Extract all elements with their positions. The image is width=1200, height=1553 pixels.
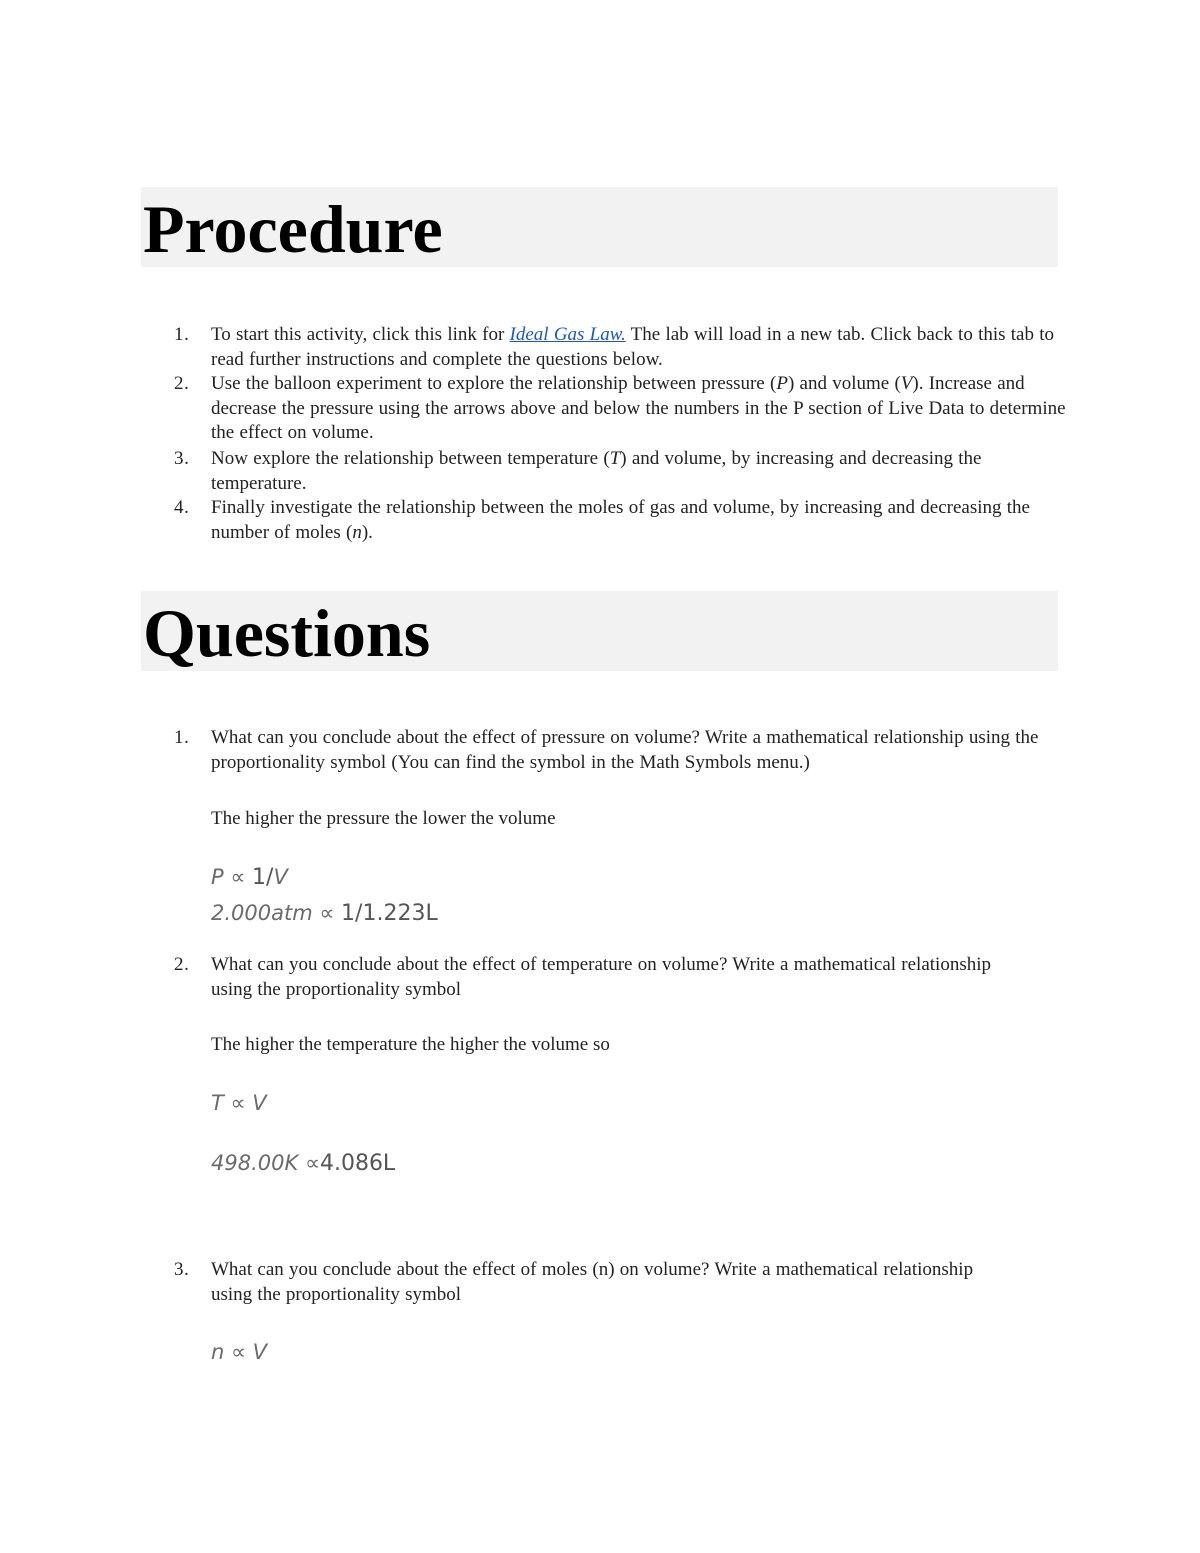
math-expression — [211, 864, 288, 891]
questions-heading-bar — [141, 591, 1058, 671]
step-text — [211, 447, 1071, 496]
step-text — [211, 323, 1071, 372]
proportional-symbol: ∝ — [223, 865, 253, 889]
variable-v: V — [900, 373, 913, 394]
step-text-part: The lab will load in a new tab. Click back to this tab to read further instructions and complete the questions below. — [211, 324, 1055, 370]
step-number: 2. — [174, 373, 190, 394]
question-text: What can you conclude about the effect of temperature on volume? Write a mathematical relationship using the proportionality symbol — [211, 954, 991, 1000]
question-number: 3. — [174, 1259, 190, 1280]
step-text — [211, 496, 1071, 545]
step-text-part: To start this activity, click this link for — [211, 324, 510, 345]
math-var: 498.00K — [211, 1151, 299, 1175]
step-number: 1. — [174, 324, 190, 345]
math-number: 1/ — [252, 865, 274, 890]
step-text-part: Finally investigate the relationship between the moles of gas and volume, by increasing and decreasing the number of moles ( — [211, 497, 1030, 543]
proportional-symbol: ∝ — [298, 1151, 320, 1175]
math-var: 2.000atm — [211, 901, 313, 925]
question-text: What can you conclude about the effect of pressure on volume? Write a mathematical relationship using the proportionality symbol (You can find the symbol in the Math Symbols menu.) — [211, 727, 1039, 773]
question-number: 2. — [174, 954, 190, 975]
math-var: n — [211, 1340, 225, 1364]
math-expression — [211, 1150, 395, 1177]
math-var: V — [252, 1091, 267, 1115]
step-text-part: Use the balloon experiment to explore the relationship between pressure ( — [211, 373, 777, 394]
answer-text: The higher the pressure the lower the volume — [211, 808, 556, 829]
question-text: What can you conclude about the effect of moles (n) on volume? Write a mathematical relationship using the proportionality symbol — [211, 1259, 974, 1305]
answer-text: The higher the temperature the higher the volume so — [211, 1034, 610, 1055]
procedure-heading-bar — [141, 187, 1058, 267]
questions-heading: Questions — [143, 595, 431, 671]
proportional-symbol: ∝ — [312, 901, 342, 925]
math-number: 1/1.223L — [341, 901, 438, 926]
math-var: V — [252, 1340, 268, 1364]
step-text — [211, 372, 1071, 446]
math-var: P — [211, 865, 224, 889]
math-expression — [211, 1339, 267, 1365]
math-expression — [211, 1090, 267, 1116]
variable-t: T — [609, 448, 621, 469]
step-text-part: ) and volume, by increasing and decreasing the temperature. — [211, 448, 982, 494]
math-var: T — [211, 1091, 224, 1115]
step-text-part: ). Increase and decrease the pressure using the arrows above and below the numbers in the P section of Live Data to determine the effect on volume. — [211, 373, 1066, 443]
ideal-gas-law-link[interactable]: Ideal Gas Law. — [509, 324, 626, 345]
step-text-part: ) and volume ( — [787, 373, 901, 394]
math-var: V — [273, 865, 288, 889]
variable-n: n — [352, 521, 362, 543]
step-number: 3. — [174, 448, 190, 469]
step-text-part: Now explore the relationship between temperature ( — [211, 448, 610, 469]
question-number: 1. — [174, 727, 190, 748]
variable-p: P — [776, 373, 788, 394]
procedure-heading: Procedure — [143, 191, 443, 267]
step-text-part: ). — [361, 521, 373, 543]
proportional-symbol: ∝ — [224, 1340, 253, 1364]
math-number: 4.086L — [319, 1151, 396, 1176]
step-number: 4. — [174, 497, 190, 518]
proportional-symbol: ∝ — [223, 1091, 253, 1115]
math-expression — [211, 900, 438, 927]
